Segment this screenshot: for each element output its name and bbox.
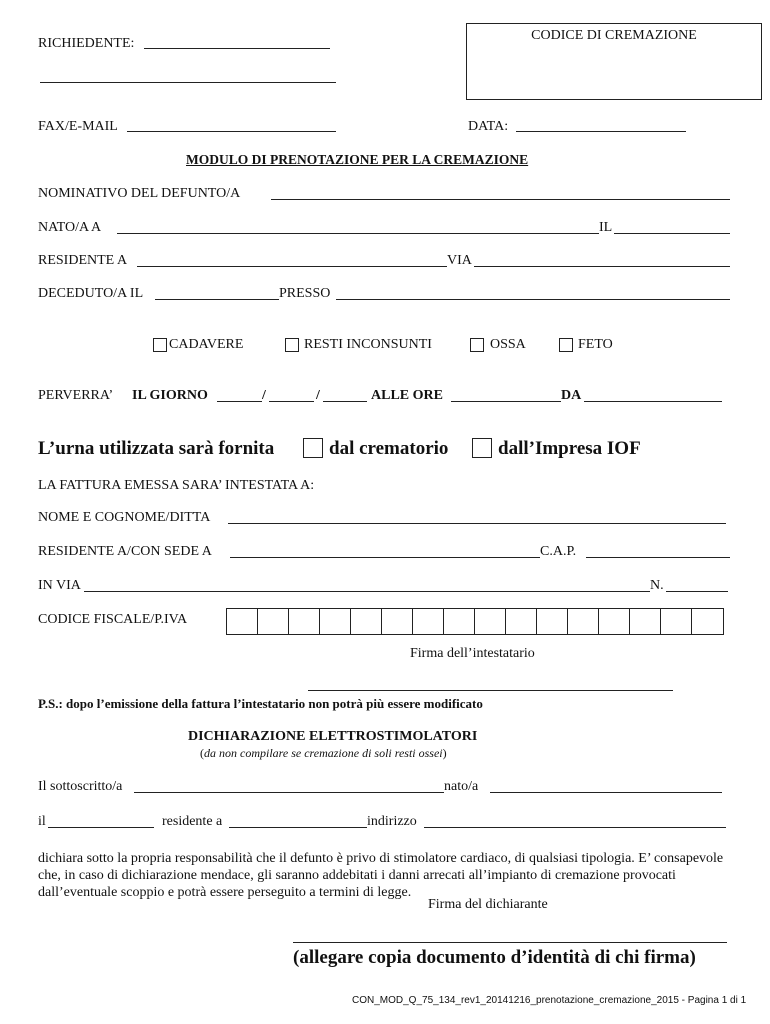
arrival-month-field[interactable] <box>269 401 314 402</box>
ps-note: P.S.: dopo l’emissione della fattura l’intestatario non potrà più essere modificato <box>38 696 483 711</box>
died-place-field[interactable] <box>336 299 730 300</box>
born-place-field[interactable] <box>117 233 599 234</box>
arrival-day-field[interactable] <box>217 401 262 402</box>
fiscal-code-cell[interactable] <box>661 609 692 634</box>
undersigned-label: Il sottoscritto/a <box>38 779 123 794</box>
fiscal-code-cell[interactable] <box>289 609 320 634</box>
fax-email-field[interactable] <box>127 131 336 132</box>
deceased-name-field[interactable] <box>271 199 730 200</box>
date-field[interactable] <box>516 131 686 132</box>
arrival-time-field[interactable] <box>451 401 561 402</box>
arrival-from-label: DA <box>561 388 582 403</box>
born-date-label: IL <box>599 220 613 235</box>
holder-signature-label: Firma dell’intestatario <box>410 646 535 661</box>
arrival-from-field[interactable] <box>584 401 722 402</box>
checkbox-urn-company[interactable] <box>472 438 492 458</box>
declarant-resident-label: residente a <box>162 814 223 829</box>
declarant-born-label: nato/a <box>444 779 479 794</box>
fiscal-code-cell[interactable] <box>320 609 351 634</box>
cremation-code-box[interactable] <box>466 23 762 100</box>
checkbox-resti-inconsunti[interactable] <box>285 338 299 352</box>
born-place-label: NATO/A A <box>38 220 102 235</box>
fiscal-code-cell[interactable] <box>351 609 382 634</box>
option-feto-label: FETO <box>578 337 613 352</box>
invoice-number-field[interactable] <box>666 591 728 592</box>
invoice-resident-field[interactable] <box>230 557 540 558</box>
fax-email-label: FAX/E-MAIL <box>38 119 118 134</box>
fiscal-code-cell[interactable] <box>413 609 444 634</box>
fiscal-code-cell[interactable] <box>537 609 568 634</box>
attach-id-note: (allegare copia documento d’identità di chi firma) <box>293 947 696 968</box>
invoice-name-label: NOME E COGNOME/DITTA <box>38 510 211 525</box>
born-date-field[interactable] <box>614 233 730 234</box>
date-label: DATA: <box>468 119 509 134</box>
declarant-signature-field[interactable] <box>293 942 727 943</box>
invoice-intro: LA FATTURA EMESSA SARA’ INTESTATA A: <box>38 478 315 493</box>
died-place-label: PRESSO <box>279 286 331 301</box>
invoice-cap-label: C.A.P. <box>540 544 577 559</box>
cremation-code-title: CODICE DI CREMAZIONE <box>531 28 697 43</box>
arrival-year-field[interactable] <box>323 401 367 402</box>
fiscal-code-cell[interactable] <box>506 609 537 634</box>
requester-field-line2[interactable] <box>40 82 336 83</box>
urn-text: L’urna utilizzata sarà fornita <box>38 438 275 459</box>
declaration-title: DICHIARAZIONE ELETTROSTIMOLATORI <box>188 729 478 744</box>
holder-signature-field[interactable] <box>308 690 673 691</box>
fiscal-code-grid[interactable] <box>226 608 724 635</box>
option-cadavere-label: CADAVERE <box>169 337 244 352</box>
fiscal-code-cell[interactable] <box>568 609 599 634</box>
urn-company-label: dall’Impresa IOF <box>498 438 641 459</box>
form-title: MODULO DI PRENOTAZIONE PER LA CREMAZIONE <box>186 152 529 167</box>
died-date-label: DECEDUTO/A IL <box>38 286 144 301</box>
street-label: VIA <box>447 253 472 268</box>
checkbox-feto[interactable] <box>559 338 573 352</box>
requester-field[interactable] <box>144 48 330 49</box>
urn-crematorium-label: dal crematorio <box>329 438 449 459</box>
fiscal-code-cell[interactable] <box>258 609 289 634</box>
street-field[interactable] <box>474 266 730 267</box>
undersigned-field[interactable] <box>134 792 444 793</box>
arrival-time-label: ALLE ORE <box>371 388 443 403</box>
option-resti-inconsunti-label: RESTI INCONSUNTI <box>304 337 432 352</box>
declaration-subtitle: (da non compilare se cremazione di soli resti ossei) <box>200 746 447 760</box>
requester-label: RICHIEDENTE: <box>38 36 135 51</box>
date-separator-1: / <box>262 388 266 403</box>
fiscal-code-cell[interactable] <box>382 609 413 634</box>
fiscal-code-cell[interactable] <box>227 609 258 634</box>
fiscal-code-cell[interactable] <box>475 609 506 634</box>
declarant-signature-label: Firma del dichiarante <box>428 897 548 912</box>
footer-document-code: CON_MOD_Q_75_134_rev1_20141216_prenotazione_cremazione_2015 - Pagina 1 di 1 <box>352 995 747 1006</box>
declarant-born-field[interactable] <box>490 792 722 793</box>
declarant-date-label: il <box>38 814 46 829</box>
invoice-cap-field[interactable] <box>586 557 730 558</box>
resident-label: RESIDENTE A <box>38 253 128 268</box>
declaration-subtitle-text: da non compilare se cremazione di soli resti ossei <box>204 746 443 760</box>
fiscal-code-label: CODICE FISCALE/P.IVA <box>38 612 188 627</box>
option-ossa-label: OSSA <box>490 337 526 352</box>
deceased-name-label: NOMINATIVO DEL DEFUNTO/A <box>38 186 241 201</box>
died-date-field[interactable] <box>155 299 279 300</box>
declaration-body: dichiara sotto la propria responsabilità che il defunto è privo di stimolatore cardiaco, di qualsiasi tipologia. E’ consapevole che, in caso di dichiarazione mendace, gli saranno addebitati i danni arrecati all’impianto di cremazione provocati dall’eventuale scoppio e potrà essere perseguito a termini di legge. <box>38 851 724 900</box>
declarant-address-label: indirizzo <box>367 814 417 829</box>
invoice-resident-label: RESIDENTE A/CON SEDE A <box>38 544 212 559</box>
fiscal-code-cell[interactable] <box>444 609 475 634</box>
invoice-street-label: IN VIA <box>38 578 81 593</box>
fiscal-code-cell[interactable] <box>630 609 661 634</box>
declarant-resident-field[interactable] <box>229 827 367 828</box>
invoice-number-label: N. <box>650 578 664 593</box>
fiscal-code-cell[interactable] <box>599 609 630 634</box>
declarant-address-field[interactable] <box>424 827 726 828</box>
arrival-label: PERVERRA’ <box>38 388 114 403</box>
checkbox-cadavere[interactable] <box>153 338 167 352</box>
fiscal-code-cell[interactable] <box>692 609 723 634</box>
invoice-name-field[interactable] <box>228 523 726 524</box>
arrival-day-label: IL GIORNO <box>132 388 208 403</box>
checkbox-ossa[interactable] <box>470 338 484 352</box>
checkbox-urn-crematorium[interactable] <box>303 438 323 458</box>
date-separator-2: / <box>316 388 320 403</box>
declarant-date-field[interactable] <box>48 827 154 828</box>
invoice-street-field[interactable] <box>84 591 650 592</box>
resident-field[interactable] <box>137 266 447 267</box>
